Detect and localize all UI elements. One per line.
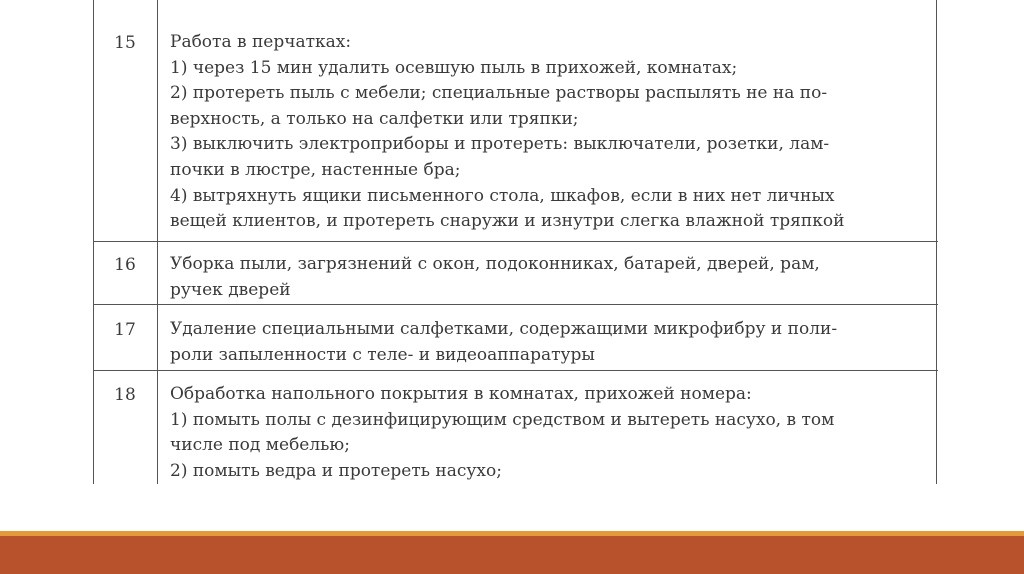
table-border-right <box>936 0 937 484</box>
row-number: 16 <box>114 255 136 275</box>
text-line: 1) через 15 мин удалить осевшую пыль в прихожей, комнатах; <box>170 57 738 78</box>
text-line: 3) выключить электроприборы и протереть: выключатели, розетки, лам- <box>170 134 830 155</box>
row-number: 17 <box>114 320 136 340</box>
row-text <box>170 382 932 484</box>
table-border-left <box>93 0 94 484</box>
text-line: ручек дверей <box>170 279 291 300</box>
row-text <box>170 252 932 303</box>
text-line: Обработка напольного покрытия в комнатах, прихожей номера: <box>170 384 752 404</box>
table-column-divider <box>157 0 158 484</box>
text-line: Удаление специальными салфетками, содержащими микрофибру и поли- <box>170 319 838 339</box>
row-number: 15 <box>114 33 136 53</box>
text-line: вещей клиентов, и протереть снаружи и изнутри слегка влажной тряпкой <box>170 211 845 232</box>
row-divider <box>93 304 938 305</box>
row-divider <box>93 370 938 371</box>
row-text <box>170 317 932 368</box>
text-line: Работа в перчатках: <box>170 32 352 52</box>
footer-bar <box>0 536 1024 574</box>
procedure-table <box>93 0 938 484</box>
text-line: Уборка пыли, загрязнений с окон, подоконниках, батарей, дверей, рам, <box>170 254 820 274</box>
text-line: 2) протереть пыль с мебели; специальные растворы распылять не на по- <box>170 83 828 104</box>
text-line: верхность, а только на салфетки или тряпки; <box>170 108 579 129</box>
row-number: 18 <box>114 385 136 405</box>
text-line: роли запыленности с теле- и видеоаппаратуры <box>170 344 595 365</box>
text-line: числе под мебелью; <box>170 435 350 456</box>
text-line: 4) вытряхнуть ящики письменного стола, шкафов, если в них нет личных <box>170 185 835 206</box>
text-line: 1) помыть полы с дезинфицирующим средством и вытереть насухо, в том <box>170 409 835 430</box>
row-divider <box>93 241 938 242</box>
text-line: почки в люстре, настенные бра; <box>170 159 461 180</box>
text-line: 2) помыть ведра и протереть насухо; <box>170 460 502 481</box>
row-text <box>170 30 932 235</box>
